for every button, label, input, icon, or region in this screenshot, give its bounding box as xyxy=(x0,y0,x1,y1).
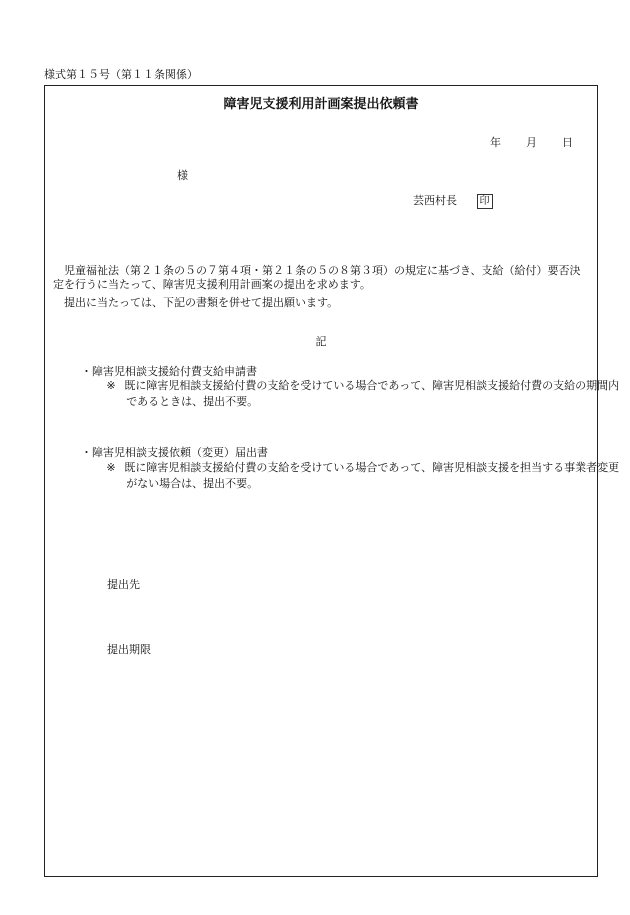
item-1-label: ・障害児相談支援給付費支給申請書 xyxy=(81,365,257,378)
item-1-note-text: 既に障害児相談支援給付費の支給を受けている場合であって、障害児相談支援給付費の支給の期間内であるときは、提出不要。 xyxy=(124,379,620,408)
form-frame xyxy=(44,85,620,877)
submission-destination-label: 提出先 xyxy=(107,578,140,591)
issuer-block xyxy=(413,192,493,209)
item-2-note xyxy=(91,460,626,492)
seal-mark: 印 xyxy=(477,194,493,209)
form-number: 様式第１５号（第１１条関係） xyxy=(44,68,198,81)
date-month-label: 月 xyxy=(526,136,537,149)
item-2-note-text: 既に障害児相談支援給付費の支給を受けている場合であって、障害児相談支援を担当する事業者変更がない場合は、提出不要。 xyxy=(124,461,620,490)
body-paragraph-2: 提出に当たっては、下記の書類を併せて提出願います。 xyxy=(64,296,339,309)
item-1-note xyxy=(91,378,626,410)
item-2-note-mark: ※ xyxy=(106,461,116,474)
submission-deadline-label: 提出期限 xyxy=(107,643,151,656)
item-1-note-mark: ※ xyxy=(106,379,116,392)
item-2-label: ・障害児相談支援依頼（変更）届出書 xyxy=(81,446,268,459)
issuer-name: 芸西村長 xyxy=(413,194,457,207)
date-year-label: 年 xyxy=(490,136,501,149)
addressee-suffix: 様 xyxy=(177,169,188,182)
body-paragraph-1: 児童福祉法（第２１条の５の７第４項・第２１条の５の８第３項）の規定に基づき、支給（給付）要否決定を行うに当たって、障害児支援利用計画案の提出を求めます。 xyxy=(53,264,581,291)
ki-heading: 記 xyxy=(315,335,327,348)
form-title: 障害児支援利用計画案提出依頼書 xyxy=(223,97,419,112)
date-row xyxy=(490,134,573,150)
date-day-label: 日 xyxy=(562,136,573,149)
